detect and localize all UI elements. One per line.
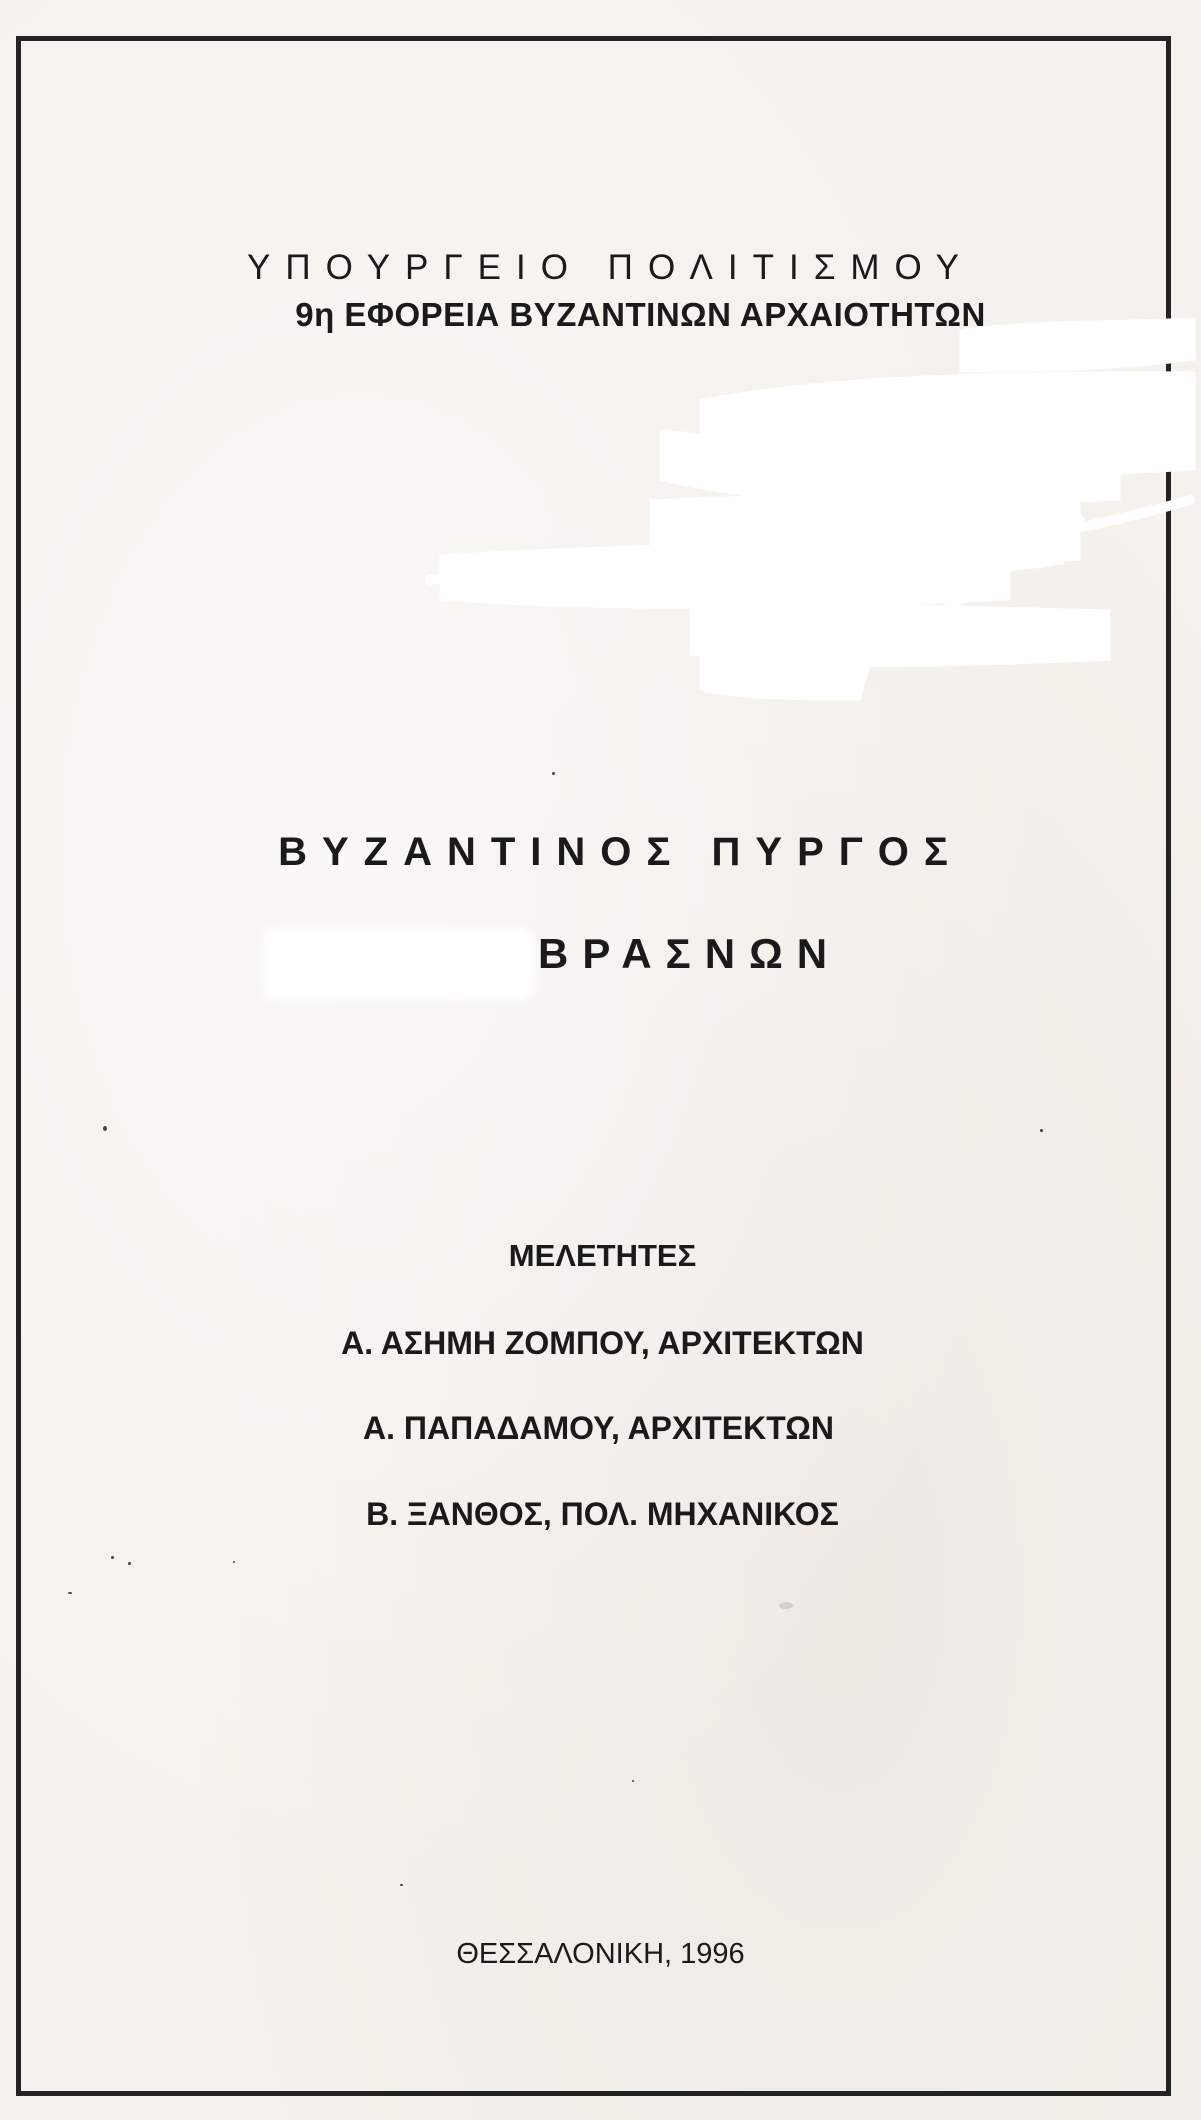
scan-speck [233, 1561, 235, 1563]
correction-fluid-scribble [0, 0, 1201, 720]
ephoreia-heading: 9η ΕΦΟΡΕΙΑ ΒΥΖΑΝΤΙΝΩΝ ΑΡΧΑΙΟΤΗΤΩΝ [295, 296, 986, 333]
scan-speck [632, 1780, 634, 1782]
scan-speck [68, 1592, 72, 1594]
correction-fluid-patch [268, 932, 530, 996]
scan-speck [111, 1556, 114, 1559]
scan-speck [552, 772, 555, 775]
title-line-1: ΒΥΖΑΝΤΙΝΟΣ ΠΥΡΓΟΣ [278, 830, 963, 874]
scan-speck [128, 1562, 131, 1565]
author-item: Α. ΑΣΗΜΗ ΖΟΜΠΟΥ, ΑΡΧΙΤΕΚΤΩΝ [341, 1325, 864, 1361]
scan-speck [400, 1884, 403, 1886]
place-and-year: ΘΕΣΣΑΛΟΝΙΚΗ, 1996 [456, 1938, 745, 1970]
scan-speck [103, 1126, 107, 1131]
author-item: Α. ΠΑΠΑΔΑΜΟΥ, ΑΡΧΙΤΕΚΤΩΝ [363, 1410, 834, 1446]
ministry-heading: ΥΠΟΥΡΓΕΙΟ ΠΟΛΙΤΙΣΜΟΥ [246, 248, 974, 287]
author-item: Β. ΞΑΝΘΟΣ, ΠΟΛ. ΜΗΧΑΝΙΚΟΣ [366, 1496, 839, 1532]
scan-speck [1040, 1129, 1043, 1132]
title-line-2: ΒΡΑΣΝΩΝ [538, 930, 842, 977]
authors-heading: ΜΕΛΕΤΗΤΕΣ [508, 1238, 697, 1273]
scan-speck [779, 1602, 793, 1609]
